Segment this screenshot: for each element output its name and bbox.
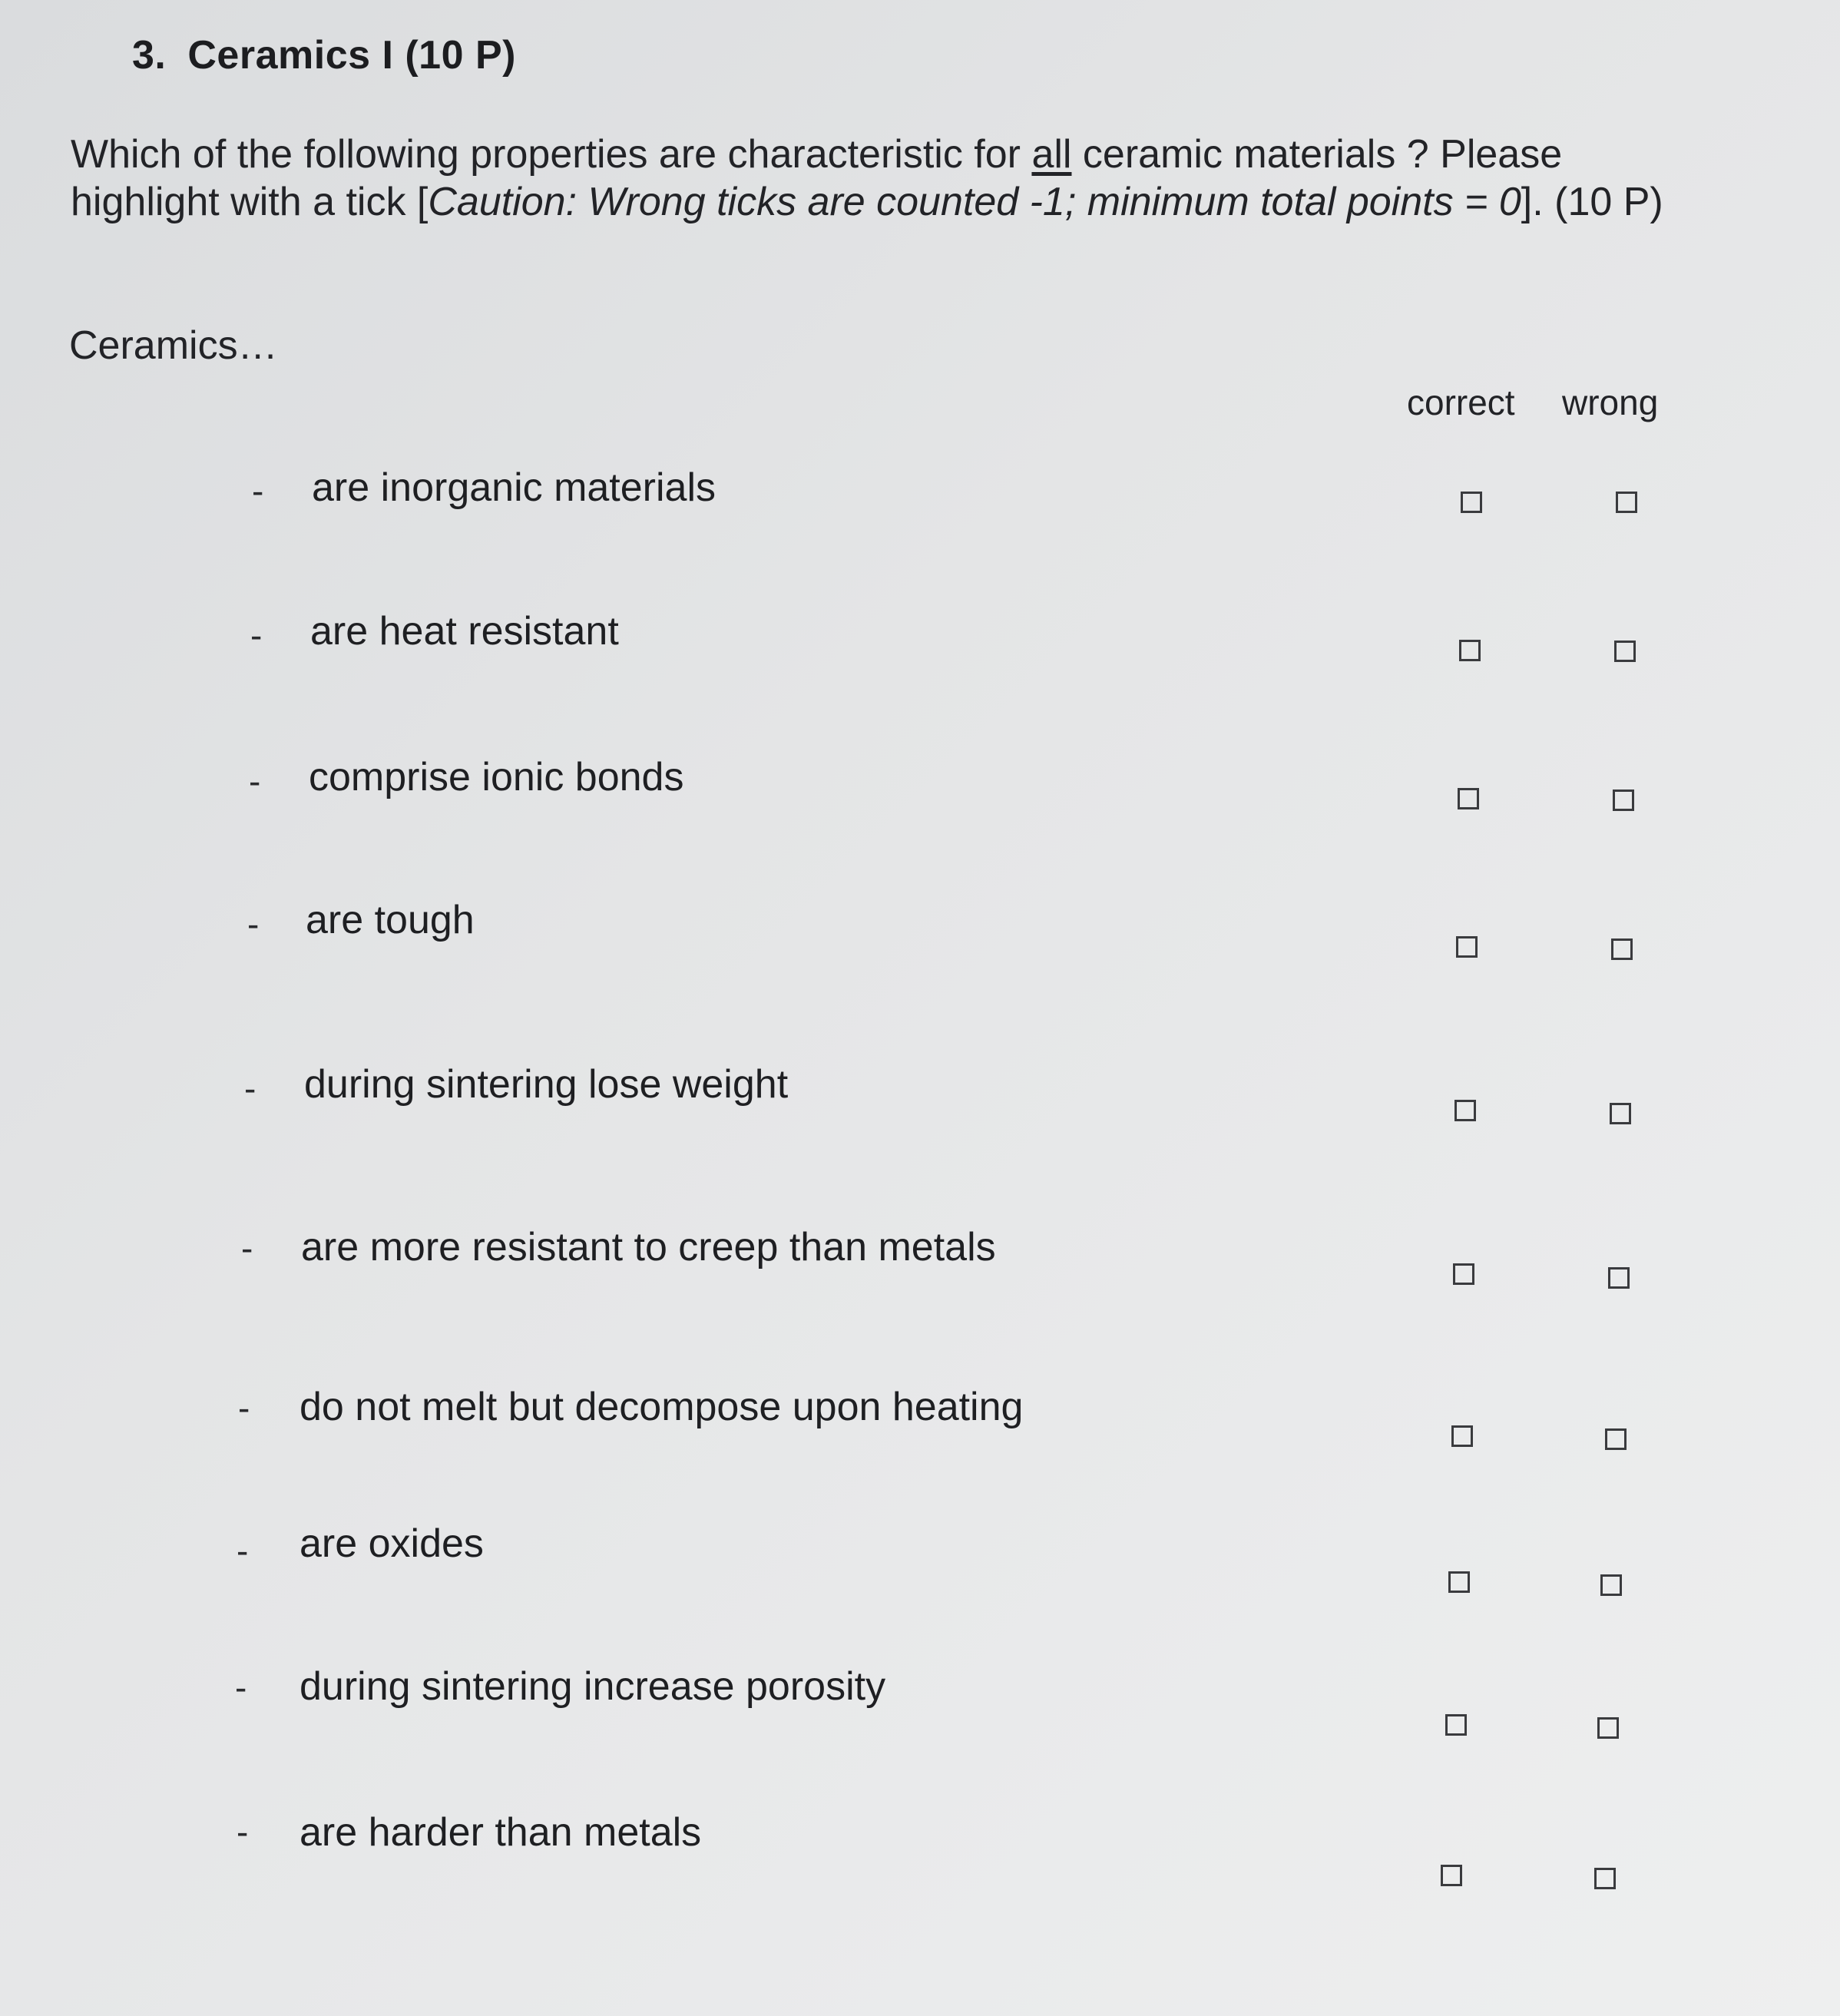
item-dash: - [237,1812,249,1852]
item-dash: - [237,1531,249,1571]
column-header-wrong: wrong [1562,382,1659,422]
item-dash: - [241,1228,253,1268]
question-title: Ceramics I (10 P) [187,33,516,78]
item-dash: - [252,471,264,511]
item-label: comprise ionic bonds [309,755,684,799]
column-header-correct: correct [1407,382,1515,422]
question-heading [132,32,516,78]
checkbox-wrong[interactable] [1600,1574,1622,1596]
item-label: during sintering increase porosity [299,1664,886,1709]
question-text-part3: ]. (10 P) [1521,180,1663,224]
checkbox-correct[interactable] [1461,492,1482,513]
item-dash: - [247,904,260,944]
checkbox-correct[interactable] [1454,1100,1476,1121]
question-number: 3. [132,33,167,78]
question-text-part2: ceramic materials ? Please highlight with a tick [ [71,132,1563,224]
item-label: are heat resistant [310,609,619,654]
item-dash: - [249,761,261,801]
question-text-part1: Which of the following properties are characteristic for [71,132,1032,177]
item-label: during sintering lose weight [304,1062,789,1107]
question-text [71,131,1699,226]
checkbox-wrong[interactable] [1614,641,1636,662]
checkbox-wrong[interactable] [1597,1717,1619,1739]
item-dash: - [244,1068,256,1108]
checkbox-correct[interactable] [1456,936,1478,958]
checkbox-correct[interactable] [1441,1865,1462,1886]
checkbox-wrong[interactable] [1608,1267,1630,1289]
checkbox-wrong[interactable] [1616,492,1637,513]
checkbox-wrong[interactable] [1605,1428,1627,1450]
checkbox-correct[interactable] [1453,1263,1474,1285]
question-caution-note: Caution: Wrong ticks are counted -1; minimum total points = 0 [428,180,1521,224]
question-text-underlined: all [1031,132,1072,177]
item-label: do not melt but decompose upon heating [299,1385,1024,1429]
checkbox-correct[interactable] [1448,1571,1470,1593]
checkbox-correct[interactable] [1451,1425,1473,1447]
item-label: are more resistant to creep than metals [301,1225,996,1270]
item-dash: - [235,1667,247,1707]
checkbox-correct[interactable] [1458,788,1479,809]
item-dash: - [238,1388,250,1428]
checkbox-wrong[interactable] [1611,938,1633,960]
checkbox-correct[interactable] [1459,640,1481,661]
item-label: are oxides [299,1521,484,1566]
item-label: are tough [306,898,475,942]
intro-text: Ceramics… [69,323,278,368]
item-label: are harder than metals [299,1810,702,1855]
checkbox-correct[interactable] [1445,1714,1467,1736]
checkbox-wrong[interactable] [1610,1103,1631,1124]
checkbox-wrong[interactable] [1613,790,1634,811]
item-dash: - [250,615,263,655]
item-label: are inorganic materials [312,465,716,510]
checkbox-wrong[interactable] [1594,1868,1616,1889]
